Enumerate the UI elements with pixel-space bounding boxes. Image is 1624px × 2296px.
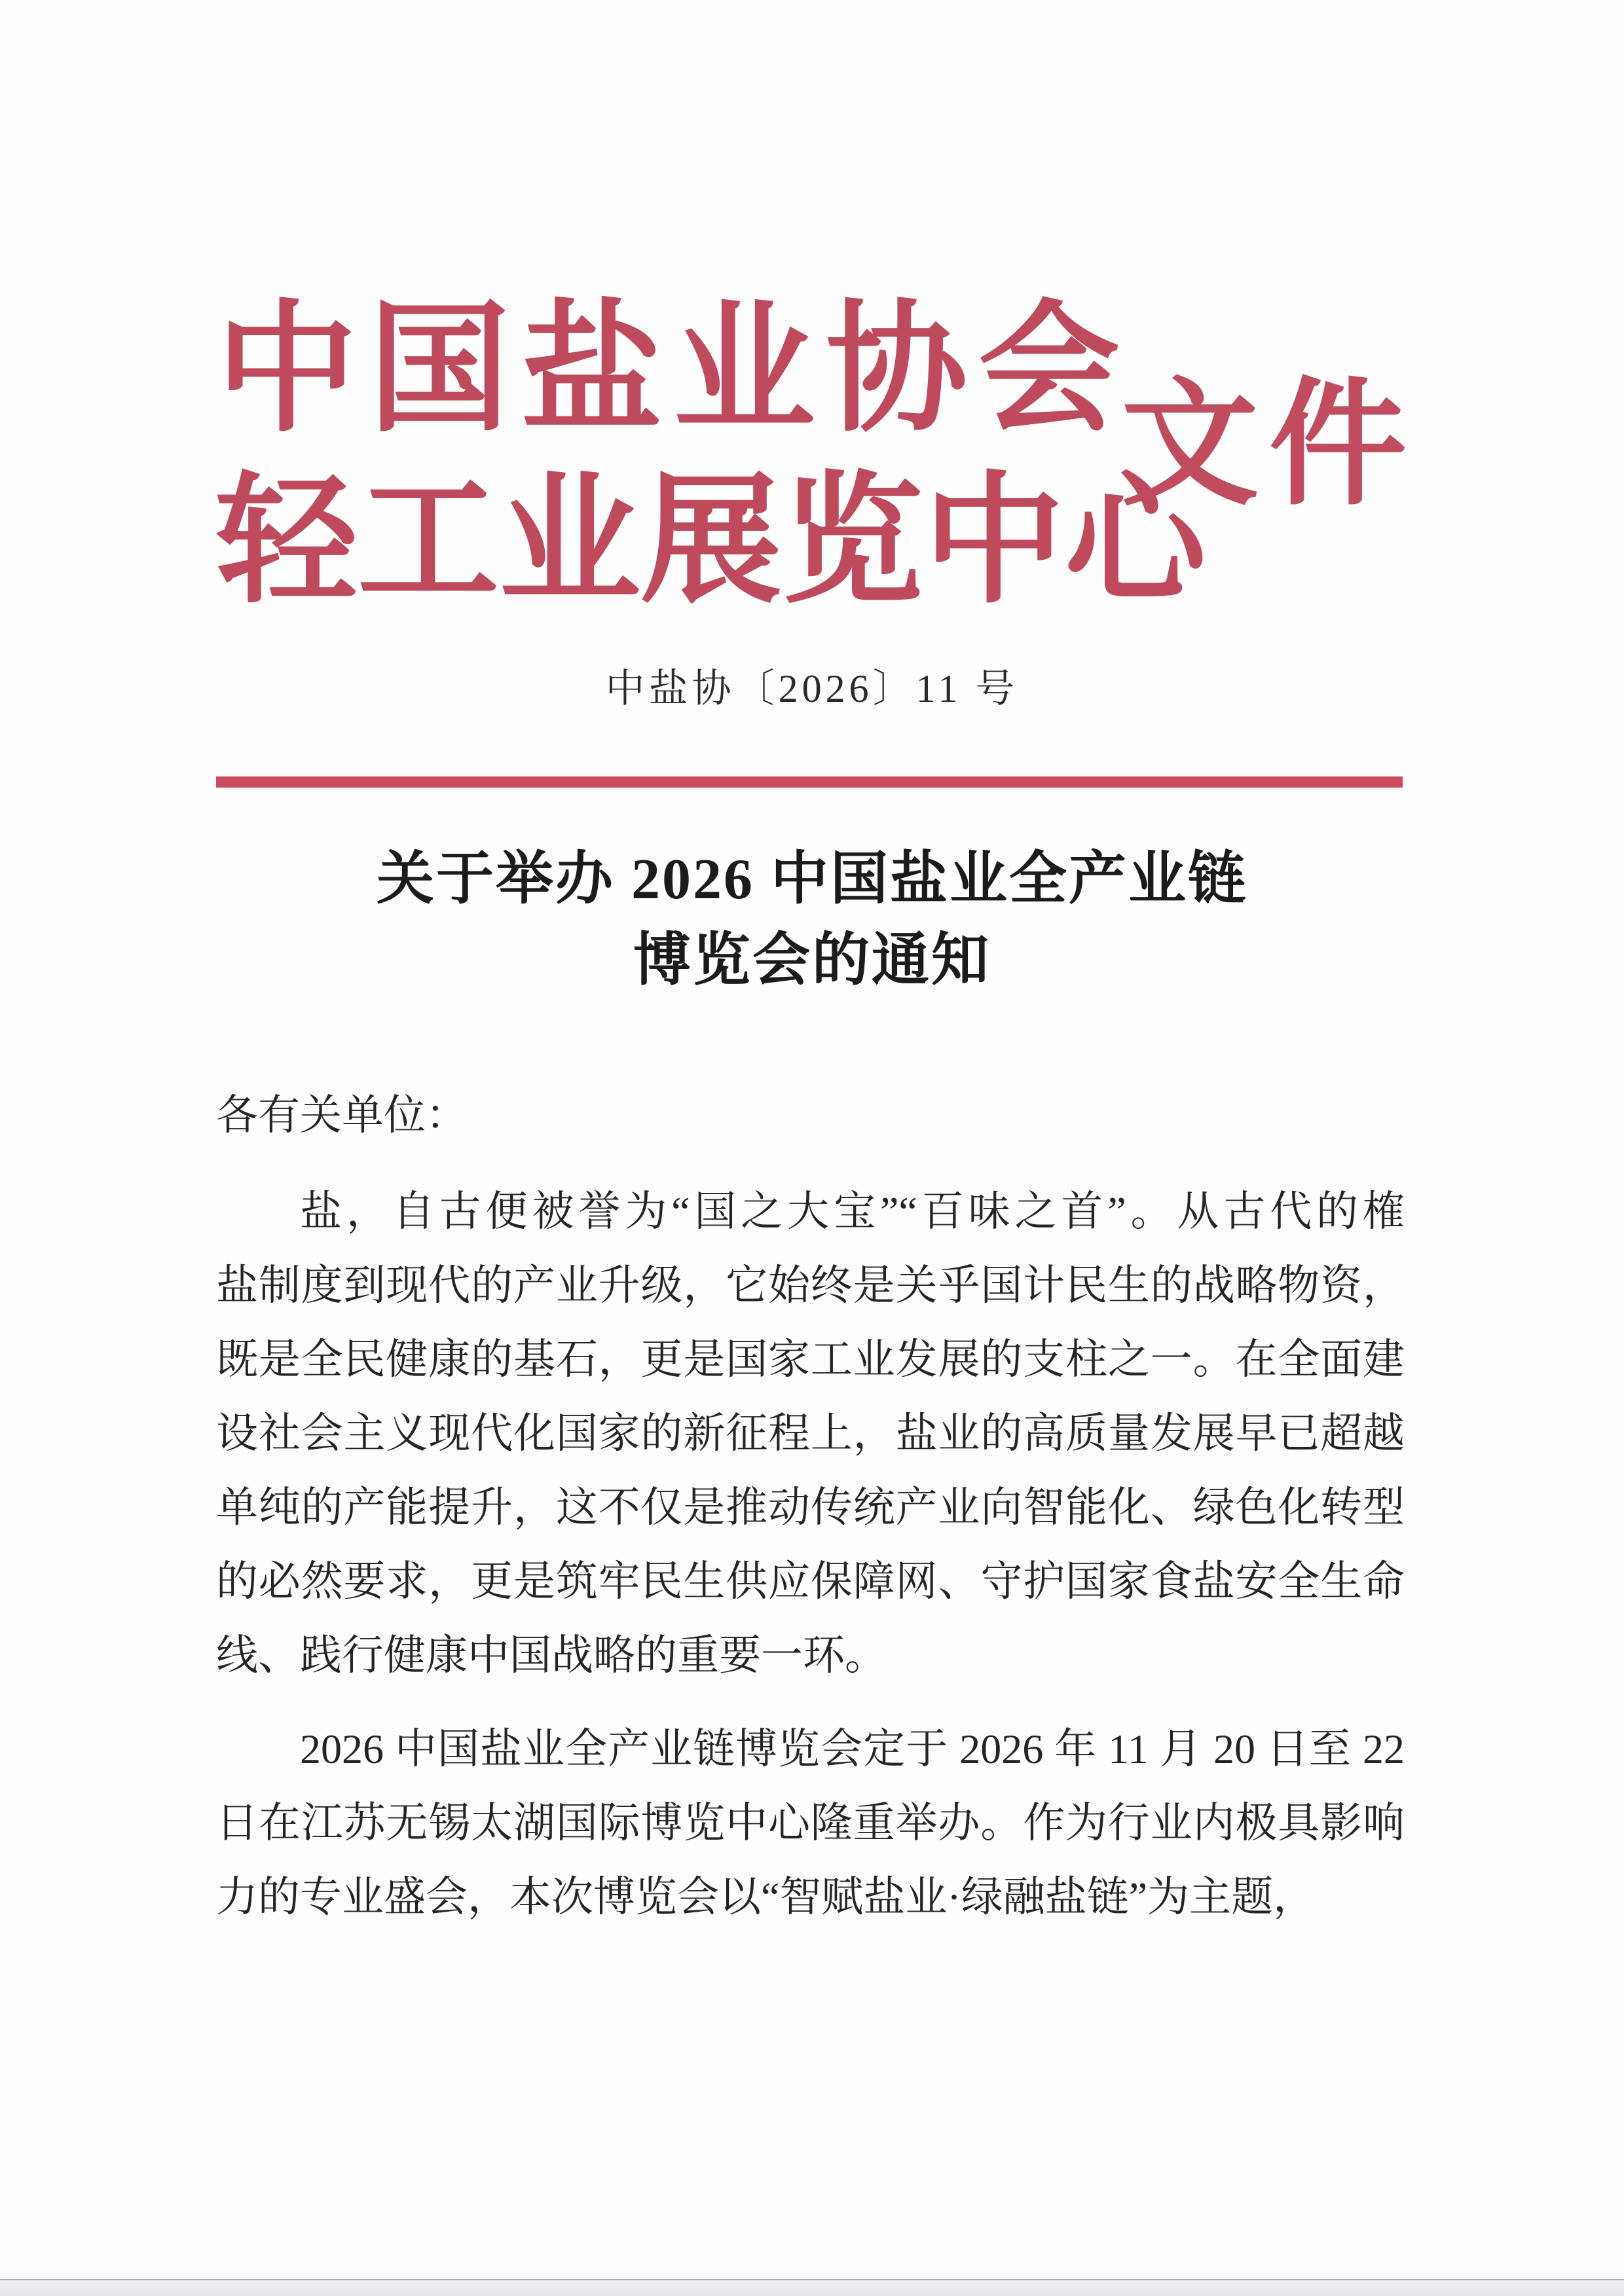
red-separator-rule [216,776,1403,788]
document-number: 中盐协〔2026〕11 号 [605,667,1019,710]
body-line: 盐，自古便被誉为“国之大宝”“百味之首”。从古代的榷 [300,1188,1405,1235]
paragraph-2 [216,1712,1405,1934]
body-line: 设社会主义现代化国家的新征程上，盐业的高质量发展早已超越 [216,1410,1405,1457]
paragraph-1 [216,1175,1405,1692]
title-line-2: 博览会的通知 [633,929,991,993]
org-name-line-1: 中国盐业协会 [216,292,1120,448]
document-title [0,839,1624,1002]
document-body [216,1079,1405,1934]
document-label: 文件 [1121,370,1418,522]
body-line: 既是全民健康的基石，更是国家工业发展的支柱之一。在全面建 [216,1336,1405,1383]
body-line: 的必然要求，更是筑牢民生供应保障网、守护国家食盐安全生命 [216,1558,1405,1605]
body-line: 线、践行健康中国战略的重要一环。 [216,1632,887,1679]
body-line: 力的专业盛会，本次博览会以“智赋盐业·绿融盐链”为主题， [216,1874,1316,1920]
body-line: 盐制度到现代的产业升级，它始终是关乎国计民生的战略物资， [216,1262,1405,1309]
org-name-line-2: 轻工业展览中心 [216,464,1207,620]
scan-bottom-edge [0,2279,1624,2296]
salutation: 各有关单位： [216,1092,468,1139]
body-line: 日在江苏无锡太湖国际博览中心隆重举办。作为行业内极具影响 [216,1800,1405,1846]
body-line: 单纯的产能提升，这不仅是推动传统产业向智能化、绿色化转型 [216,1484,1405,1531]
body-line: 2026 中国盐业全产业链博览会定于 2026 年 11 月 20 日至 22 [300,1726,1405,1772]
letterhead [216,285,1207,628]
title-line-1: 关于举办 2026 中国盐业全产业链 [376,848,1247,911]
